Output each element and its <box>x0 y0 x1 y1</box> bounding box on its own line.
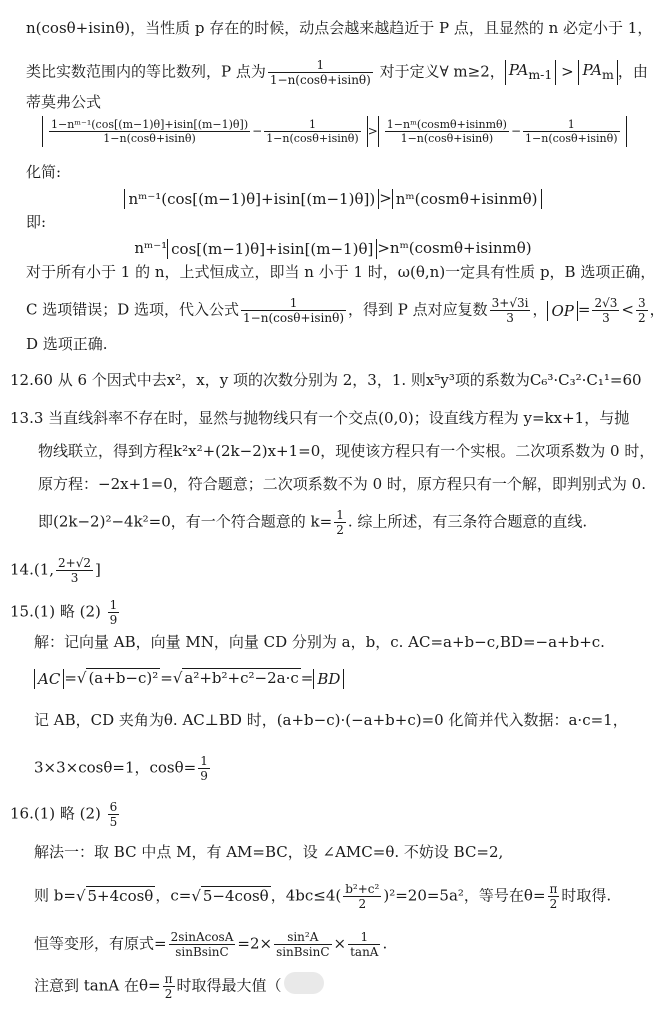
text-line: 注意到 tanA 在θ= $\frac{\pi}{2}$ 时取得最大值（ <box>34 972 282 1001</box>
fraction: $\frac{1}{9}$ <box>200 754 208 783</box>
abs-value: nᵐ⁻¹(cos[(m−1)θ]+isin[(m−1)θ]) <box>124 189 379 209</box>
equation: AC =√ (a+b−c)² =√ a²+b²+c²−2a·c = BD <box>34 668 652 689</box>
text-line: 16.(1) 略 (2) $\frac{6}{5}$ <box>10 800 118 829</box>
fraction: $\frac{\text{1−nᵐ(cosmθ+isinmθ)}}{1-n(\cos\theta+isin\theta)}$ <box>386 118 507 145</box>
radical: 5−4cosθ <box>202 886 269 905</box>
fraction: $\frac{2+√2}{3}$ <box>58 556 92 585</box>
fraction: $\frac{6}{5}$ <box>109 800 118 829</box>
fraction: $\frac{\pi}{2}$ <box>549 882 558 911</box>
text-line: 记 AB，CD 夹角为θ. AC⊥BD 时，(a+b−c)·(−a+b+c)=0 化简并代入数据：a·c=1， <box>34 711 628 729</box>
fraction: $\frac{1}{1-n(\cos\theta+isin\theta)}$ <box>269 58 371 87</box>
fraction: $\frac{1}{2}$ <box>336 508 344 537</box>
abs-value: $\frac{\text{1−nᵐ(cosmθ+isinmθ)}}{1-n(\cos\theta+isin\theta)}$ − $\frac{1}{1-n(\cos\theta+isin\theta)}$ <box>378 116 627 147</box>
text-line: 对于所有小于 1 的 n，上式恒成立，即当 n 小于 1 时，ω(θ,n)一定具有性质 p，B 选项正确， <box>26 263 656 281</box>
radical: a²+b²+c²−2a·c <box>184 669 299 687</box>
text-line: 原方程：−2x+1=0，符合题意；二次项系数不为 0 时，原方程只有一个解，即判别式为 0. <box>38 475 646 493</box>
abs-value: cos[(m−1)θ]+isin[(m−1)θ] <box>167 239 377 259</box>
abs-value: BD <box>313 669 344 689</box>
abs-value: AC <box>34 669 64 689</box>
inequality: $\frac{\text{1−nᵐ⁻¹(cos[(m−1)θ]+isin[(m−1)θ])}}{1-n(\cos\theta+isin\theta)}$ − $\frac{1}{1-n(\cos\theta+isin\theta)}$ > $\frac{\text{1−nᵐ(cosmθ+isinmθ)}}{1-n(\cos\theta+isin\theta)}$ − $\frac{1}{1-n(\cos\theta+isin\theta)}$ <box>42 116 652 147</box>
text: 对于定义∀ m≥2， <box>374 62 505 81</box>
text: 类比实数范围内的等比数列，P 点为 <box>26 62 266 81</box>
radical: (a+b−c)² <box>88 669 159 687</box>
text-line: 蒂莫弗公式 <box>26 93 102 111</box>
text-line: 即(2k−2)²−4k²=0，有一个符合题意的 k= $\frac{1}{2}$ . 综上所述，有三条符合题意的直线. <box>38 508 588 537</box>
fraction: $\frac{1}{\tan A}$ <box>350 930 379 959</box>
fraction: $\frac{3+√3i}{3}$ <box>491 296 529 325</box>
fraction: $\frac{\pi}{2}$ <box>164 972 173 1001</box>
text-line: 13.3 当直线斜率不存在时，显然与抛物线只有一个交点(0,0)；设直线方程为 y=kx+1，与抛 <box>10 409 630 427</box>
text-line: 解：记向量 AB，向量 MN，向量 CD 分别为 a，b，c. AC=a+b−c,BD=−a+b+c. <box>34 633 605 651</box>
text-line: 解法一：取 BC 中点 M，有 AM=BC，设 ∠AMC=θ. 不妨设 BC=2, <box>34 843 504 861</box>
fraction: $\frac{1}{9}$ <box>109 598 118 627</box>
fraction: $\frac{\text{1−nᵐ⁻¹(cos[(m−1)θ]+isin[(m−1)θ])}}{1-n(\cos\theta+isin\theta)}$ <box>51 118 249 145</box>
text-line: C 选项错误；D 选项，代入公式 $\frac{1}{1-n(\cos\theta+isin\theta)}$ ，得到 P 点对应复数 $\frac{3+√3i}{3}$ ， OP = $\frac{2√3}{3}$ < $\frac{3}{2}$ ， <box>26 296 665 325</box>
text-line: 12.60 从 6 个因式中去x²，x，y 项的次数分别为 2，3，1. 则x⁵y³项的系数为C₆³·C₃²·C₁¹=60 <box>10 371 642 389</box>
text-line: 3×3×cosθ=1，cosθ= $\frac{1}{9}$ <box>34 754 208 783</box>
text-line: 15.(1) 略 (2) $\frac{1}{9}$ <box>10 598 118 627</box>
fraction: $\frac{1}{1-n(\cos\theta+isin\theta)}$ <box>243 296 344 325</box>
fraction: $\frac{1}{1-n(\cos\theta+isin\theta)}$ <box>266 118 359 145</box>
abs-value: OP <box>547 301 577 321</box>
text-line: D 选项正确. <box>26 335 108 353</box>
text-line: 则 b=√ 5+4cosθ ，c=√ 5−4cosθ ，4bc≤4( $\frac{\text{b²+c²}}{2}$ )²=20=5a²，等号在θ= $\frac{\pi}{2}$ 时取得. <box>34 882 652 911</box>
text-line: 恒等变形，有原式= $\frac{\text{2sinAcosA}}{\text{sinBsinC}}$ =2× $\frac{\text{sin²A}}{\text{sinBsinC}}$ × $\frac{1}{\tan A}$ . <box>34 930 388 959</box>
fraction: $\frac{\text{sin²A}}{\text{sinBsinC}}$ <box>276 930 330 959</box>
abs-value: $PA_{m-1}$ <box>505 60 557 85</box>
fraction: $\frac{1}{1-n(\cos\theta+isin\theta)}$ <box>525 118 618 145</box>
fraction: $\frac{\text{b²+c²}}{2}$ <box>345 882 380 911</box>
watermark-badge <box>284 972 324 994</box>
text-line: 14.(1, $\frac{2+√2}{3}$ ] <box>10 556 101 585</box>
abs-value: nᵐ(cosmθ+isinmθ) <box>392 189 542 209</box>
fraction: $\frac{3}{2}$ <box>637 296 646 325</box>
text-line: n(cosθ+isinθ)，当性质 p 存在的时候，动点会越来越趋近于 P 点，且显然的 n 必定小于 1， <box>26 19 653 37</box>
text-line: 即: <box>26 213 47 231</box>
equation: nᵐ⁻¹ cos[(m−1)θ]+isin[(m−1)θ] >nᵐ(cosmθ+isinmθ) <box>134 239 532 258</box>
text-line: 物线联立，得到方程k²x²+(2k−2)x+1=0，现使该方程只有一个实根。二次项系数为 0 时， <box>38 442 655 460</box>
radical: 5+4cosθ <box>87 886 154 905</box>
text-line: 化简: <box>26 163 62 181</box>
text-line: 类比实数范围内的等比数列，P 点为 $\frac{1}{1-n(\cos\theta+isin\theta)}$ 对于定义∀ m≥2， $PA_{m-1} > PA_m$ ，由 <box>26 58 648 87</box>
abs-value: $PA_m$ <box>578 60 617 85</box>
fraction: $\frac{2√3}{3}$ <box>594 296 618 325</box>
abs-value: $\frac{\text{1−nᵐ⁻¹(cos[(m−1)θ]+isin[(m−1)θ])}}{1-n(\cos\theta+isin\theta)}$ − $\frac{1}{1-n(\cos\theta+isin\theta)}$ <box>42 116 368 147</box>
equation: nᵐ⁻¹(cos[(m−1)θ]+isin[(m−1)θ]) > nᵐ(cosmθ+isinmθ) <box>0 188 666 209</box>
fraction: $\frac{\text{2sinAcosA}}{\text{sinBsinC}}$ <box>170 930 234 959</box>
